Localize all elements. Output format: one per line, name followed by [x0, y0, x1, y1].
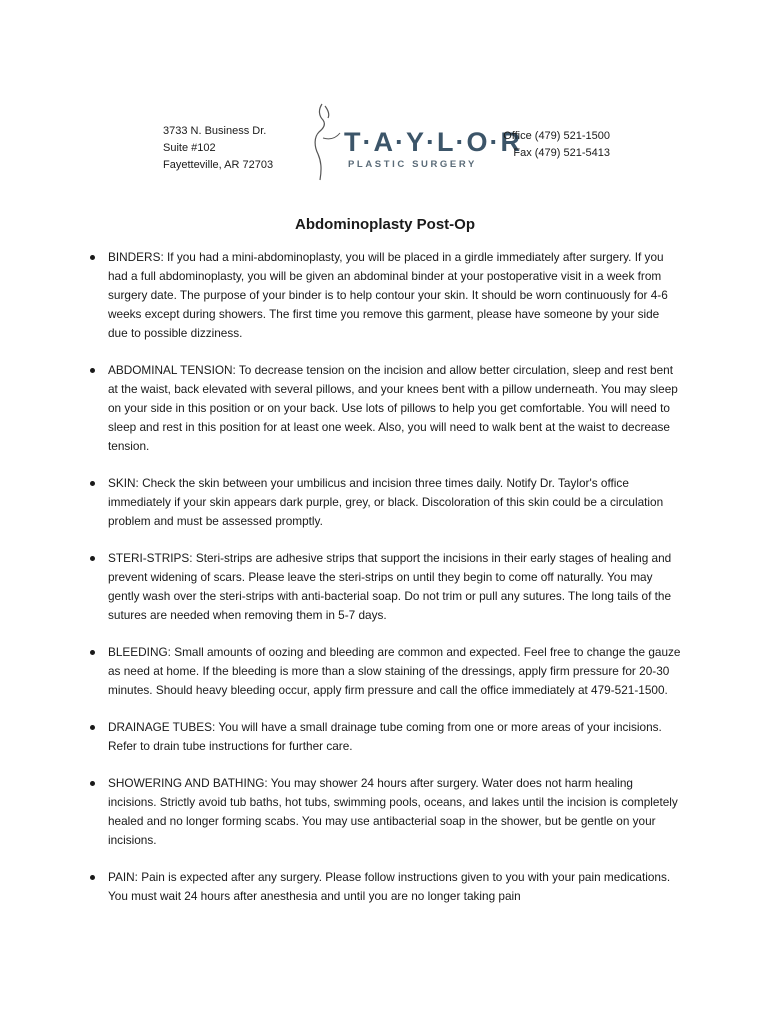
address-line-street: 3733 N. Business Dr. — [163, 125, 267, 137]
list-item-drainage-tubes — [90, 718, 682, 756]
bullet-icon — [90, 255, 95, 260]
item-text: DRAINAGE TUBES: You will have a small drainage tube coming from one or more areas of your incisions. Refer to drain tube instructions for further care. — [108, 720, 662, 753]
bullet-icon — [90, 725, 95, 730]
list-item-pain — [90, 868, 682, 906]
list-item-bleeding — [90, 643, 682, 700]
item-text: SKIN: Check the skin between your umbilicus and incision three times daily. Notify Dr. Taylor's office immediately if your skin appears dark purple, grey, or black. Discoloration of this skin could be a circulation problem and must be assessed promptly. — [108, 476, 664, 528]
letterhead — [0, 0, 770, 200]
logo-wordmark: T·A·Y·L·O·R — [344, 127, 522, 157]
bullet-icon — [90, 368, 95, 373]
item-text: STERI-STRIPS: Steri-strips are adhesive strips that support the incisions in their early stages of healing and prevent widening of scars. Please leave the steri-strips on until they begin to come off naturally. You may gently wash over the steri-strips with anti-bacterial soap. Do not trim or pull any sutures. The long tails of the sutures are needed when removing them in 5-7 days. — [108, 551, 672, 622]
list-item-steri-strips — [90, 549, 682, 625]
item-text: SHOWERING AND BATHING: You may shower 24 hours after surgery. Water does not harm healing incisions. Strictly avoid tub baths, hot tubs, swimming pools, oceans, and lakes until the incision is completely healed and no longer forming scabs. You may use antibacterial soap in the shower, but be gentle on your incisions. — [108, 776, 678, 847]
address-line-suite: Suite #102 — [163, 142, 216, 154]
list-item-showering — [90, 774, 682, 850]
bullet-icon — [90, 556, 95, 561]
bullet-icon — [90, 875, 95, 880]
logo-subtitle: PLASTIC SURGERY — [348, 159, 477, 170]
list-item-skin — [90, 474, 682, 531]
list-item-abdominal-tension — [90, 361, 682, 456]
fax-number: Fax (479) 521-5413 — [513, 147, 610, 159]
page-title: Abdominoplasty Post-Op — [295, 216, 475, 233]
bullet-icon — [90, 781, 95, 786]
bullet-icon — [90, 650, 95, 655]
address-block — [163, 123, 273, 174]
contact-block — [478, 128, 610, 162]
item-text: BINDERS: If you had a mini-abdominoplasty, you will be placed in a girdle immediately after surgery. If you had a full abdominoplasty, you will be given an abdominal binder at your postoperative visit in a week from surgery date. The purpose of your binder is to help contour your skin. It should be worn continuously for 4-6 weeks except during showers. The first time you remove this garment, please have someone by your side due to possible dizziness. — [108, 250, 668, 340]
instructions-list — [90, 248, 682, 924]
list-item-binders — [90, 248, 682, 343]
taylor-plastic-surgery-logo — [310, 100, 522, 185]
address-line-city: Fayetteville, AR 72703 — [163, 159, 274, 171]
item-text: PAIN: Pain is expected after any surgery. Please follow instructions given to you with your pain medications. You must wait 24 hours after anesthesia and until you are no longer taking pain — [108, 870, 671, 903]
item-text: BLEEDING: Small amounts of oozing and bleeding are common and expected. Feel free to change the gauze as need at home. If the bleeding is more than a slow staining of the dressings, apply firm pressure for 20-30 minutes. Should heavy bleeding occur, apply firm pressure and call the office immediately at 479-521-1500. — [108, 645, 681, 697]
office-phone: Office (479) 521-1500 — [503, 130, 610, 142]
item-text: ABDOMINAL TENSION: To decrease tension on the incision and allow better circulation, sleep and rest bent at the waist, back elevated with several pillows, and your knees bent with a pillow underneath. You may sleep on your side in this position or on your back. Use lots of pillows to help you get comfortable. You will need to sleep and rest in this position for at least one week. Also, you will need to walk bent at the waist to decrease tension. — [108, 363, 678, 453]
bullet-icon — [90, 481, 95, 486]
